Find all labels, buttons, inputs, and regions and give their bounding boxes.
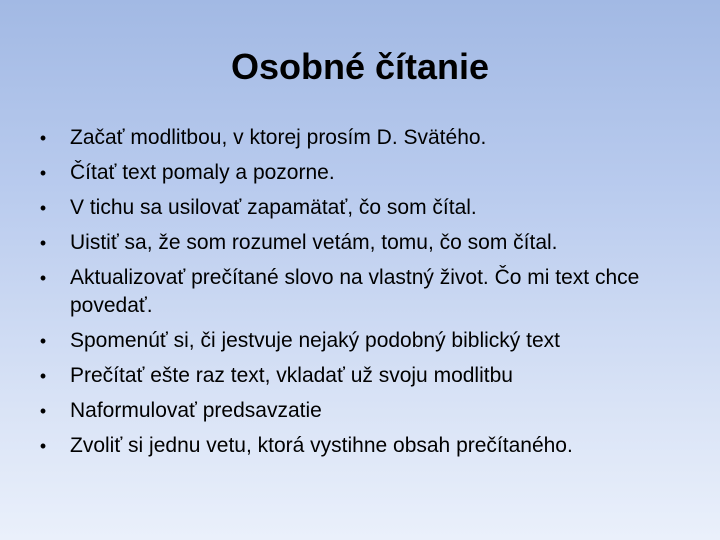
bullet-icon: • bbox=[39, 436, 47, 456]
bullet-item bbox=[36, 229, 696, 257]
bullet-item bbox=[36, 264, 696, 320]
bullet-icon: • bbox=[39, 401, 47, 421]
bullet-text: Uistiť sa, že som rozumel vetám, tomu, čo som čítal. bbox=[70, 231, 558, 254]
bullet-icon: • bbox=[39, 331, 47, 351]
bullet-item bbox=[36, 159, 696, 187]
bullet-icon: • bbox=[39, 366, 47, 386]
bullet-text: Zvoliť si jednu vetu, ktorá vystihne obsah prečítaného. bbox=[70, 434, 573, 457]
bullet-text: Aktualizovať prečítané slovo na vlastný život. Čo mi text chce povedať. bbox=[70, 266, 640, 317]
bullet-icon: • bbox=[39, 233, 47, 253]
bullet-icon: • bbox=[39, 198, 47, 218]
slide-title: Osobné čítanie bbox=[230, 46, 490, 87]
bullet-icon: • bbox=[39, 163, 47, 183]
bullet-text: Spomenúť si, či jestvuje nejaký podobný biblický text bbox=[70, 329, 560, 352]
bullet-icon: • bbox=[39, 268, 47, 288]
bullet-item bbox=[36, 362, 696, 390]
bullet-item bbox=[36, 432, 696, 460]
bullet-item bbox=[36, 124, 696, 152]
bullet-list bbox=[36, 124, 696, 467]
bullet-item bbox=[36, 194, 696, 222]
bullet-item bbox=[36, 397, 696, 425]
bullet-item bbox=[36, 327, 696, 355]
bullet-text: Prečítať ešte raz text, vkladať už svoju modlitbu bbox=[70, 364, 513, 387]
bullet-text: Čítať text pomaly a pozorne. bbox=[70, 161, 335, 184]
bullet-icon: • bbox=[39, 128, 47, 148]
bullet-text: V tichu sa usilovať zapamätať, čo som čítal. bbox=[70, 196, 477, 219]
bullet-text: Začať modlitbou, v ktorej prosím D. Svätého. bbox=[70, 126, 487, 149]
bullet-text: Naformulovať predsavzatie bbox=[70, 399, 322, 422]
